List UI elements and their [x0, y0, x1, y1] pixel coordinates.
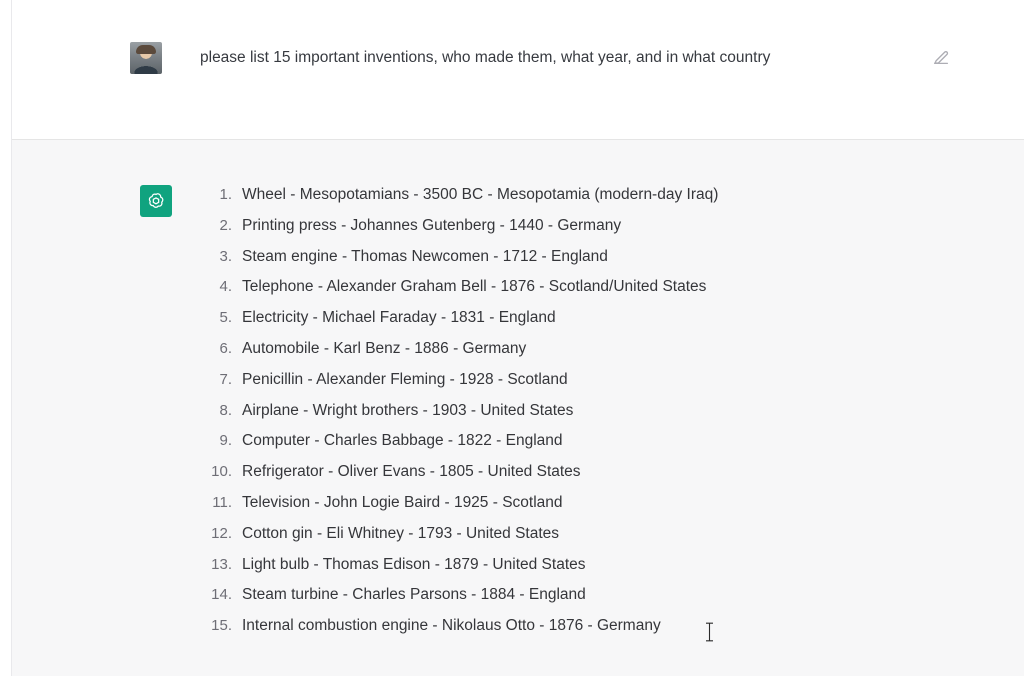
list-item — [198, 550, 958, 581]
list-item — [198, 365, 958, 396]
list-item-number: 1. — [219, 186, 232, 203]
text-ibeam-cursor — [705, 622, 714, 642]
avatar-hair — [136, 45, 156, 54]
list-item — [198, 580, 958, 611]
list-item — [198, 426, 958, 457]
list-item-number: 7. — [219, 370, 232, 388]
list-item-number: 3. — [219, 247, 232, 265]
list-item-text: Cotton gin - Eli Whitney - 1793 - United States — [242, 524, 560, 542]
list-item-text: Wheel - Mesopotamians - 3500 BC - Mesopotamia (modern-day Iraq) — [242, 186, 719, 203]
user-turn — [12, 0, 1024, 140]
list-item-number: 9. — [219, 432, 232, 450]
list-item — [198, 272, 958, 303]
user-turn-inner — [12, 0, 1024, 139]
list-item — [198, 242, 958, 273]
list-item — [198, 611, 958, 642]
list-item-text: Automobile - Karl Benz - 1886 - Germany — [242, 339, 527, 357]
list-item-text: Internal combustion engine - Nikolaus Otto - 1876 - Germany — [242, 617, 661, 635]
list-item — [198, 396, 958, 427]
list-item-number: 6. — [219, 339, 232, 357]
list-item — [198, 488, 958, 519]
list-item-text: Telephone - Alexander Graham Bell - 1876 - Scotland/United States — [242, 278, 707, 296]
list-item-number: 5. — [219, 309, 232, 327]
list-item-number: 12. — [211, 524, 232, 542]
list-item-text: Electricity - Michael Faraday - 1831 - England — [242, 309, 556, 327]
list-item-text: Computer - Charles Babbage - 1822 - England — [242, 432, 563, 450]
list-item-text: Printing press - Johannes Gutenberg - 1440 - Germany — [242, 216, 622, 234]
list-item-text: Penicillin - Alexander Fleming - 1928 - Scotland — [242, 370, 568, 388]
list-item-number: 15. — [211, 617, 232, 635]
list-item-number: 8. — [219, 401, 232, 419]
list-item — [198, 303, 958, 334]
list-item-text: Light bulb - Thomas Edison - 1879 - United States — [242, 555, 586, 573]
edit-pencil-icon[interactable] — [932, 48, 950, 66]
list-item — [198, 180, 958, 211]
list-item-text: Airplane - Wright brothers - 1903 - United States — [242, 401, 574, 419]
user-avatar — [130, 42, 162, 74]
list-item — [198, 519, 958, 550]
list-item-number: 11. — [212, 493, 232, 511]
list-item-number: 13. — [211, 555, 232, 573]
list-item-number: 4. — [219, 278, 232, 296]
list-item-text: Television - John Logie Baird - 1925 - Scotland — [242, 493, 563, 511]
list-item-text: Refrigerator - Oliver Evans - 1805 - United States — [242, 463, 581, 481]
list-item-number: 10. — [211, 463, 232, 481]
list-item-text: Steam engine - Thomas Newcomen - 1712 - England — [242, 247, 608, 265]
list-item-number: 14. — [211, 586, 232, 604]
list-item — [198, 211, 958, 242]
list-item — [198, 334, 958, 365]
assistant-turn — [12, 140, 1024, 676]
list-item-number: 2. — [219, 216, 232, 234]
user-message-text: please list 15 important inventions, who made them, what year, and in what country — [200, 49, 771, 66]
left-gutter — [0, 0, 12, 676]
inventions-list — [198, 180, 958, 642]
list-item-text: Steam turbine - Charles Parsons - 1884 - England — [242, 586, 586, 604]
list-item — [198, 457, 958, 488]
openai-logo-icon — [140, 185, 172, 217]
